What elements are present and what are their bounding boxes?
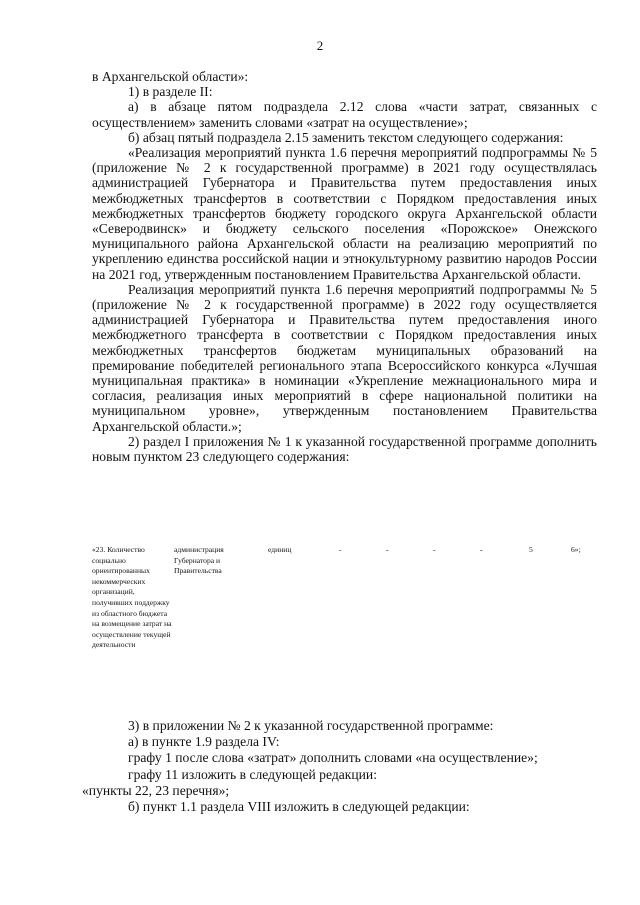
paragraph: а) в пункте 1.9 раздела IV: (128, 734, 280, 750)
page-number: 2 (316, 38, 324, 53)
value-cell: - (386, 545, 389, 554)
paragraph: графу 1 после слова «затрат» дополнить словами «на осуществление»; (128, 750, 538, 766)
value-cell: 5 (529, 545, 533, 554)
paragraph: 3) в приложении № 2 к указанной государственной программе: (128, 718, 494, 733)
responsible-cell: администрация Губернатора и Правительства (174, 545, 224, 576)
value-cell: - (433, 545, 436, 554)
amendment-text-continued (82, 718, 597, 815)
paragraph: Реализация мероприятий пункта 1.6 перечня мероприятий подпрограммы № 5 (приложение № 2 к государственной программе) в 2022 году осуществляется администрацией Губернатора и Правительства путем предоставления иного межбюджетного трансферта в соответствии с Порядком предоставления иных межбюджетных трансфертов бюджетам муниципальных образований на премирование победителей регионального этапа Всероссийского конкурса «Лучшая муниципальная практика» в номинации «Укрепление межнационального мира и согласия, реализация иных мероприятий в сфере национальной политики на муниципальном уровне», утвержденным постановлением Правительства Архангельской области.»; (92, 281, 597, 434)
paragraph: 1) в разделе II: (128, 84, 213, 100)
indicator-table-row (92, 545, 597, 695)
paragraph: б) абзац пятый подраздела 2.15 заменить текстом следующего содержания: (128, 129, 564, 145)
paragraph: «Реализация мероприятий пункта 1.6 перечня мероприятий подпрограммы № 5 (приложение № 2 к государственной программе) в 2021 году осуществлялась администрацией Губернатора и Правительства путем предоставления иных межбюджетных трансфертов в соответствии с Порядком предоставления иных межбюджетных трансфертов бюджету городского округа Архангельской области «Северодвинск» и бюджету сельского поселения «Порожское» Онежского муниципального района Архангельской области на реализацию мероприятий по укреплению единства российской нации и этнокультурному развитию народов России на 2021 год, утвержденным постановлением Правительства Архангельской области. (92, 145, 597, 282)
paragraph: в Архангельской области»: (92, 69, 249, 84)
paragraph: 2) раздел I приложения № 1 к указанной государственной программе дополнить новым пунктом 23 следующего содержания: (92, 433, 597, 465)
paragraph: б) пункт 1.1 раздела VIII изложить в следующей редакции: (128, 799, 470, 815)
amendment-text (92, 69, 597, 464)
value-cell: - (339, 545, 342, 554)
value-cell: - (480, 545, 483, 554)
unit-cell: единиц (268, 545, 292, 554)
paragraph: а) в абзаце пятом подраздела 2.12 слова «части затрат, связанных с осуществлением» заменить словами «затрат на осуществление»; (92, 99, 597, 130)
paragraph: графу 11 изложить в следующей редакции: (128, 766, 377, 782)
indicator-name-cell: «23. Количество социально ориентированных некоммерческих организаций, получивших поддержку из областного бюджета на возмещение затрат на осуществление текущей деятельности (92, 545, 172, 650)
value-cell: 6»; (571, 545, 581, 554)
paragraph: «пункты 22, 23 перечня»; (82, 782, 230, 798)
